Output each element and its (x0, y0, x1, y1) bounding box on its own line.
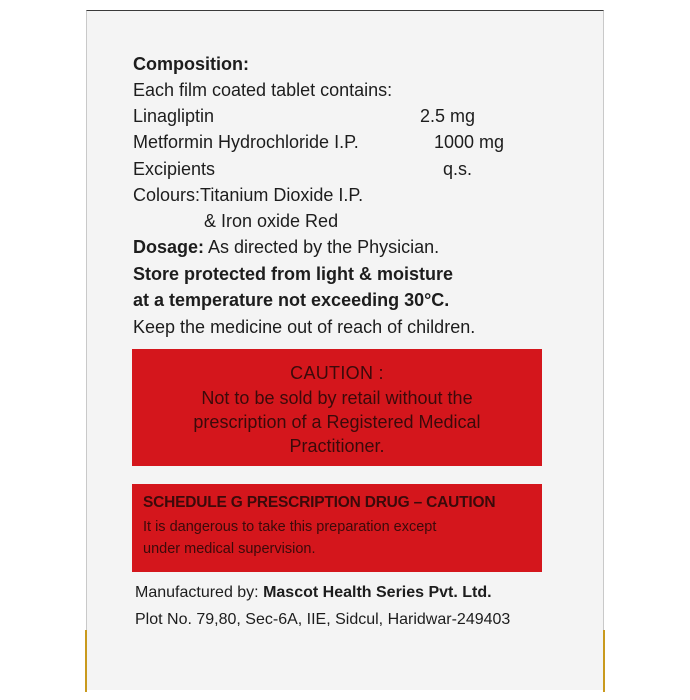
ingredient-amount: 2.5 mg (420, 106, 476, 126)
manufacturer-name: Mascot Health Series Pvt. Ltd. (263, 584, 492, 601)
manufacturer-label: Manufactured by: (135, 584, 259, 601)
colours-value-2: & Iron oxide Red (204, 211, 339, 231)
caution-box (132, 349, 542, 466)
caution-title: CAUTION : (290, 363, 384, 383)
colours-value-1: Titanium Dioxide I.P. (200, 185, 364, 205)
schedule-line-1: It is dangerous to take this preparation except (143, 519, 437, 535)
composition-intro: Each film coated tablet contains: (133, 80, 393, 100)
storage-line-2: at a temperature not exceeding 30°C. (133, 290, 450, 310)
caution-body: Not to be sold by retail without the prescription of a Registered Medical Practitioner. (193, 388, 481, 456)
manufacturer-line (135, 583, 492, 603)
schedule-box (132, 484, 542, 572)
ingredient-name: Metformin Hydrochloride I.P. (133, 132, 359, 152)
dosage-label: Dosage: (133, 237, 205, 257)
dosage-text: As directed by the Physician. (208, 237, 440, 257)
dosage-line (133, 236, 439, 258)
ingredient-amount: q.s. (443, 159, 473, 179)
colours-line (133, 184, 363, 206)
schedule-line-2: under medical supervision. (143, 541, 316, 557)
fold-line-right (603, 630, 605, 692)
colours-label: Colours: (133, 185, 201, 205)
storage-line-1: Store protected from light & moisture (133, 264, 454, 284)
ingredient-name: Excipients (133, 159, 216, 179)
schedule-body (143, 516, 436, 560)
ingredient-amount: 1000 mg (434, 132, 505, 152)
ingredient-name: Linagliptin (133, 106, 215, 126)
manufacturer-address: Plot No. 79,80, Sec-6A, IIE, Sidcul, Haridwar-249403 (135, 611, 511, 628)
fold-line-left (85, 630, 87, 692)
composition-heading: Composition: (133, 54, 249, 74)
schedule-title: SCHEDULE G PRESCRIPTION DRUG – CAUTION (143, 494, 496, 511)
keep-away-text: Keep the medicine out of reach of children. (133, 317, 476, 337)
